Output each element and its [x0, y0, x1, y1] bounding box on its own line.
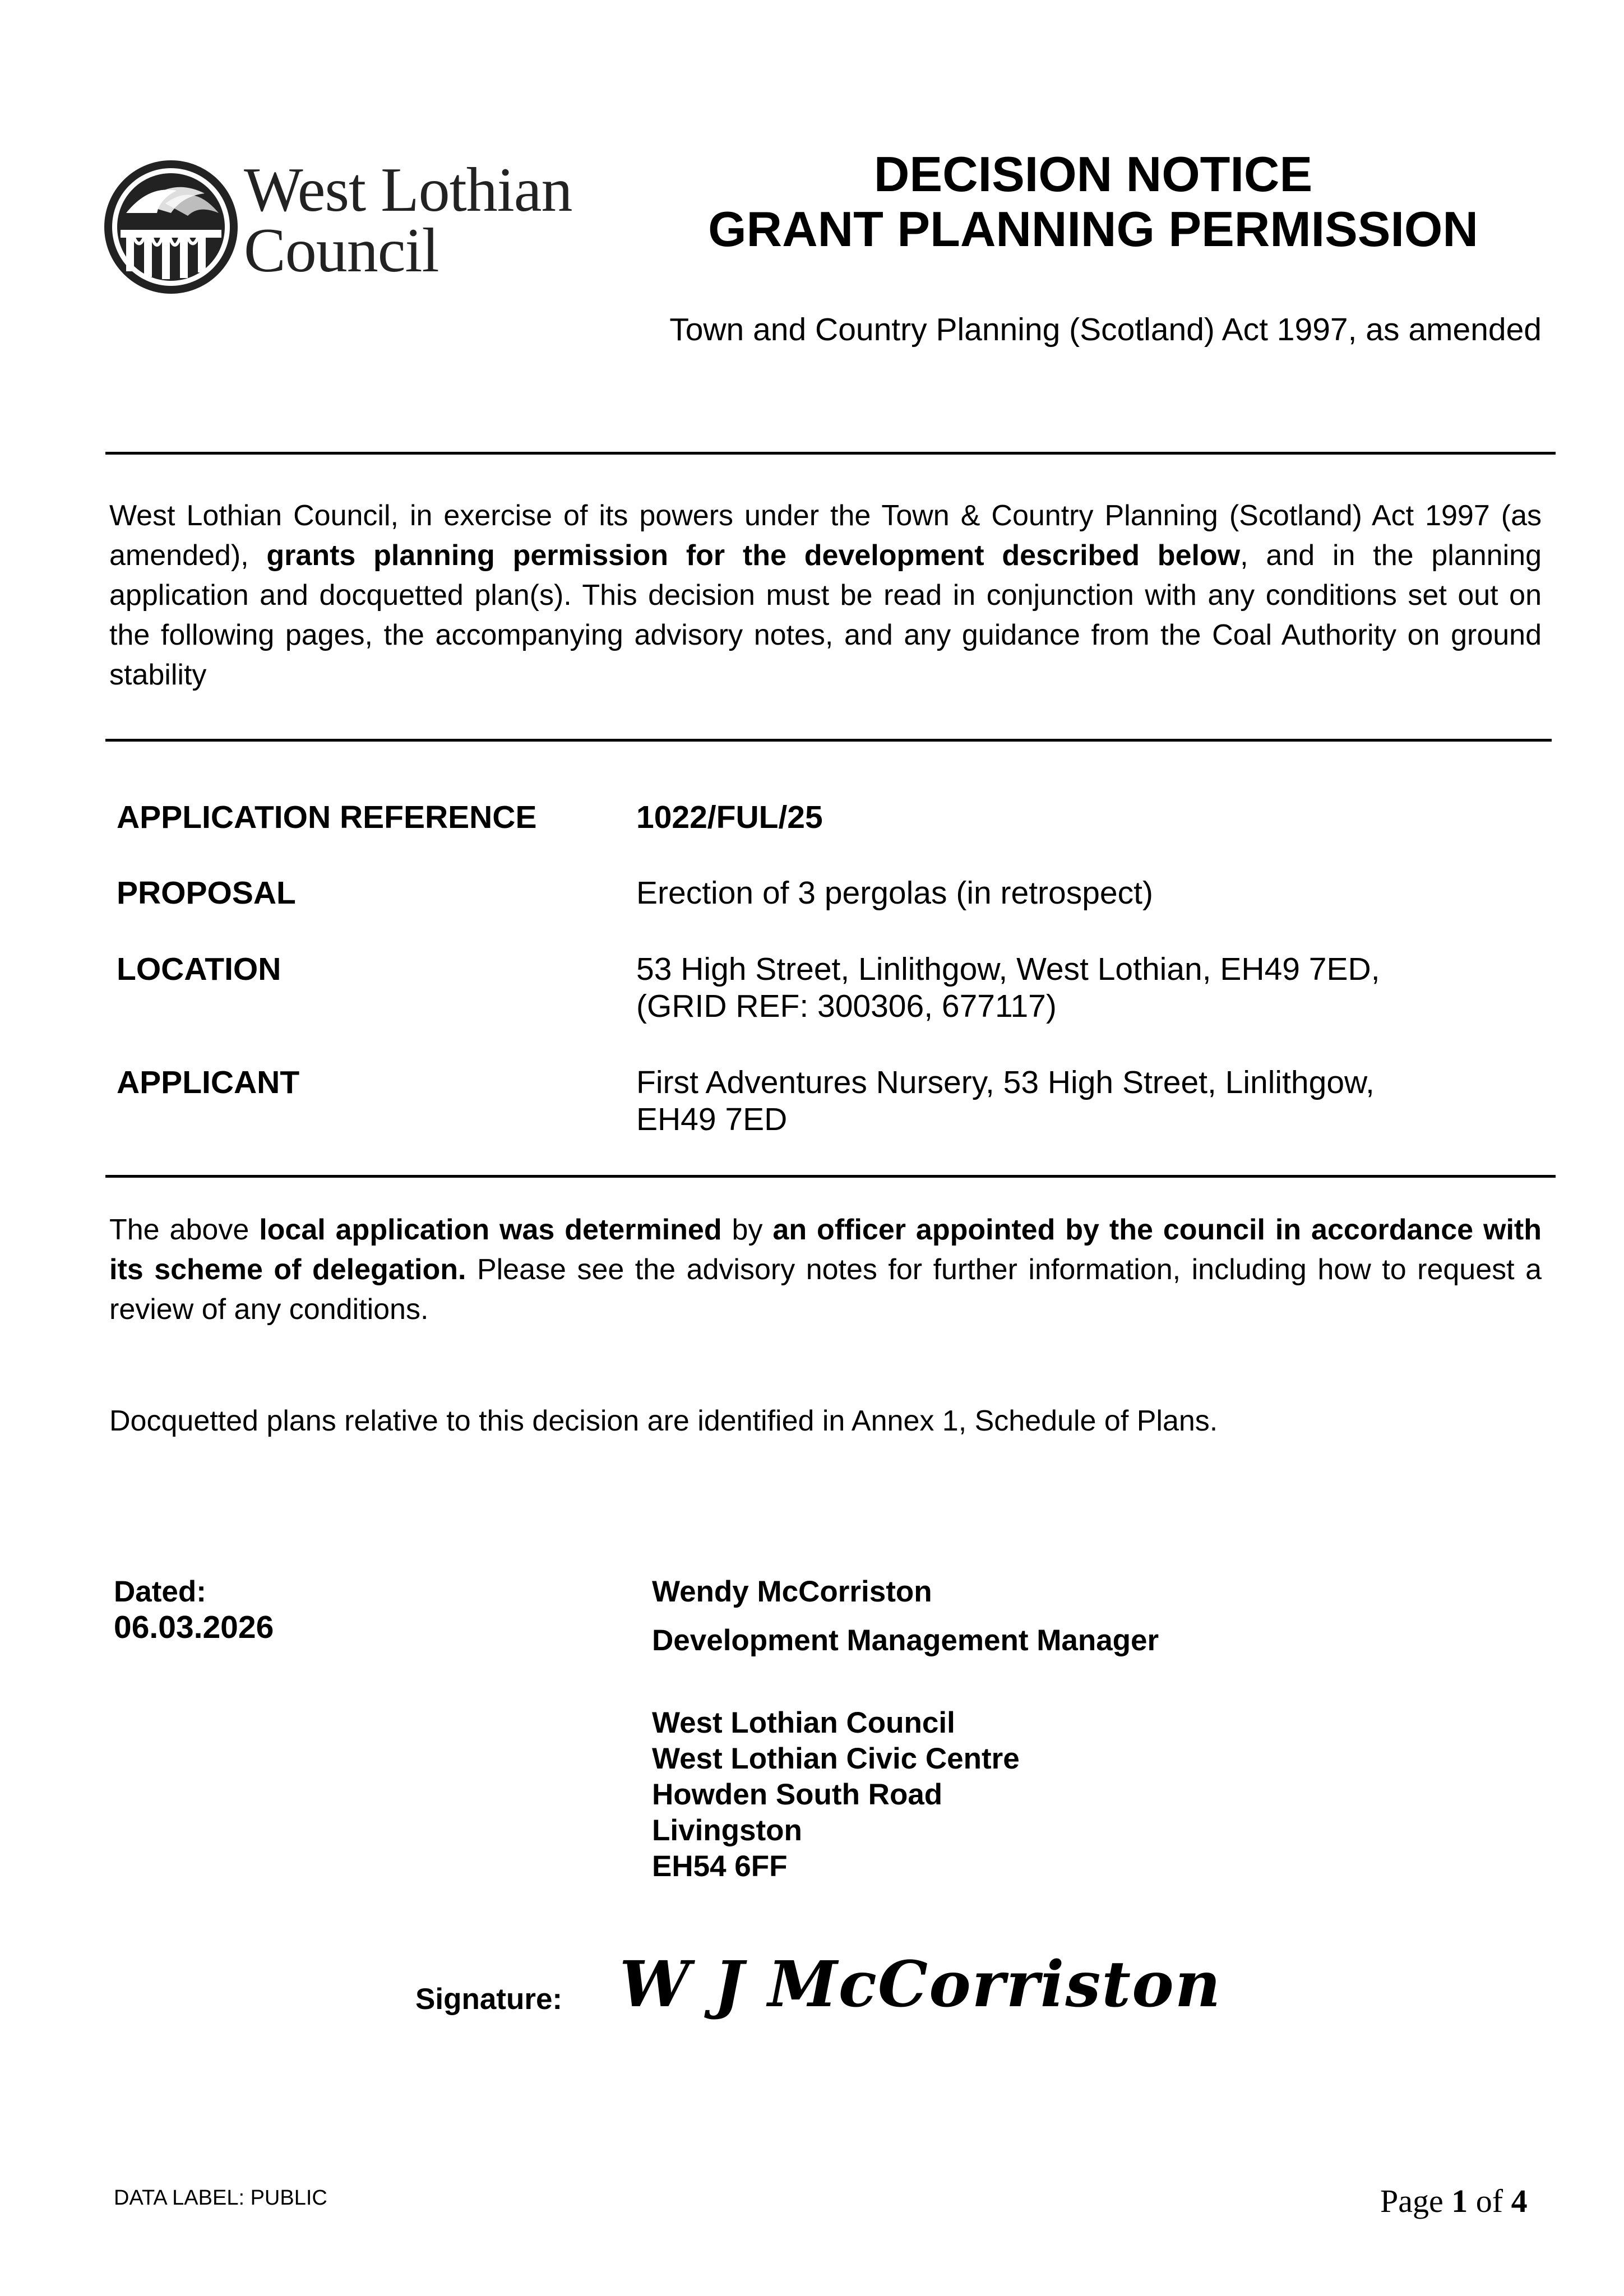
determination-text-1: The above — [109, 1214, 260, 1246]
page-number — [1380, 2182, 1528, 2220]
intro-text-2: , and in the planning application and docquetted plan(s). This decision must be read in conjunction with any conditions set out on the following pages, the accompanying advisory notes, and any guidance from the Coal Authority on ground stability — [109, 539, 1542, 691]
officer-address — [652, 1705, 1020, 1885]
reference-label: APPLICATION REFERENCE — [117, 799, 537, 835]
dated-value: 06.03.2026 — [114, 1609, 274, 1645]
council-crest-icon — [104, 160, 238, 294]
address-line: Howden South Road — [652, 1778, 943, 1811]
address-line: West Lothian Civic Centre — [652, 1742, 1020, 1775]
page-prefix: Page — [1380, 2183, 1452, 2219]
signature-label: Signature: — [415, 1983, 563, 2016]
officer-title: Development Management Manager — [652, 1624, 1159, 1657]
determination-text-3: Please see the advisory notes for further information, including how to request a review of any conditions. — [109, 1253, 1542, 1326]
page-of: of — [1468, 2183, 1511, 2219]
applicant-value — [636, 1064, 1375, 1138]
divider — [105, 452, 1556, 455]
applicant-line-2: EH49 7ED — [636, 1101, 788, 1137]
dated-label: Dated: — [114, 1575, 206, 1608]
divider — [105, 739, 1552, 742]
proposal-label: PROPOSAL — [117, 875, 296, 911]
logo-line-2: Council — [244, 216, 439, 285]
applicant-label: APPLICANT — [117, 1064, 300, 1100]
intro-paragraph — [109, 496, 1542, 695]
data-label: DATA LABEL: PUBLIC — [114, 2186, 327, 2210]
page-title — [661, 147, 1525, 257]
determination-bold-1: local application was determined — [259, 1214, 722, 1246]
act-subtitle: Town and Country Planning (Scotland) Act 1997, as amended — [669, 312, 1542, 348]
location-line-1: 53 High Street, Linlithgow, West Lothian, EH49 7ED, — [636, 951, 1380, 987]
address-line: EH54 6FF — [652, 1850, 788, 1883]
address-line: West Lothian Council — [652, 1706, 955, 1739]
plans-note: Docquetted plans relative to this decision are identified in Annex 1, Schedule of Plans. — [109, 1405, 1218, 1437]
divider — [105, 1175, 1556, 1178]
title-line-2: GRANT PLANNING PERMISSION — [708, 201, 1478, 257]
location-value — [636, 951, 1380, 1025]
location-label: LOCATION — [117, 951, 281, 987]
council-logo-text — [244, 155, 572, 285]
intro-bold-text: grants planning permission for the development described below — [266, 539, 1241, 572]
council-logo — [104, 155, 608, 294]
determination-paragraph — [109, 1210, 1542, 1330]
page-current: 1 — [1451, 2183, 1468, 2219]
reference-value: 1022/FUL/25 — [636, 799, 823, 835]
title-line-1: DECISION NOTICE — [873, 146, 1313, 202]
logo-line-1: West Lothian — [244, 155, 572, 225]
applicant-line-1: First Adventures Nursery, 53 High Street, Linlithgow, — [636, 1064, 1375, 1100]
determination-bold-2: an officer appointed by the council in accordance with its scheme of delegation. — [109, 1214, 1542, 1286]
intro-text-1: West Lothian Council, in exercise of its powers under the Town & Country Planning (Scotland) Act 1997 (as amended), — [109, 499, 1542, 572]
handwritten-signature: W J McCorriston — [619, 1948, 1222, 2021]
location-line-2: (GRID REF: 300306, 677117) — [636, 988, 1057, 1024]
officer-name: Wendy McCorriston — [652, 1575, 932, 1608]
proposal-value: Erection of 3 pergolas (in retrospect) — [636, 875, 1153, 911]
address-line: Livingston — [652, 1814, 802, 1847]
determination-text-2: by — [721, 1214, 773, 1246]
page-total: 4 — [1511, 2183, 1528, 2219]
